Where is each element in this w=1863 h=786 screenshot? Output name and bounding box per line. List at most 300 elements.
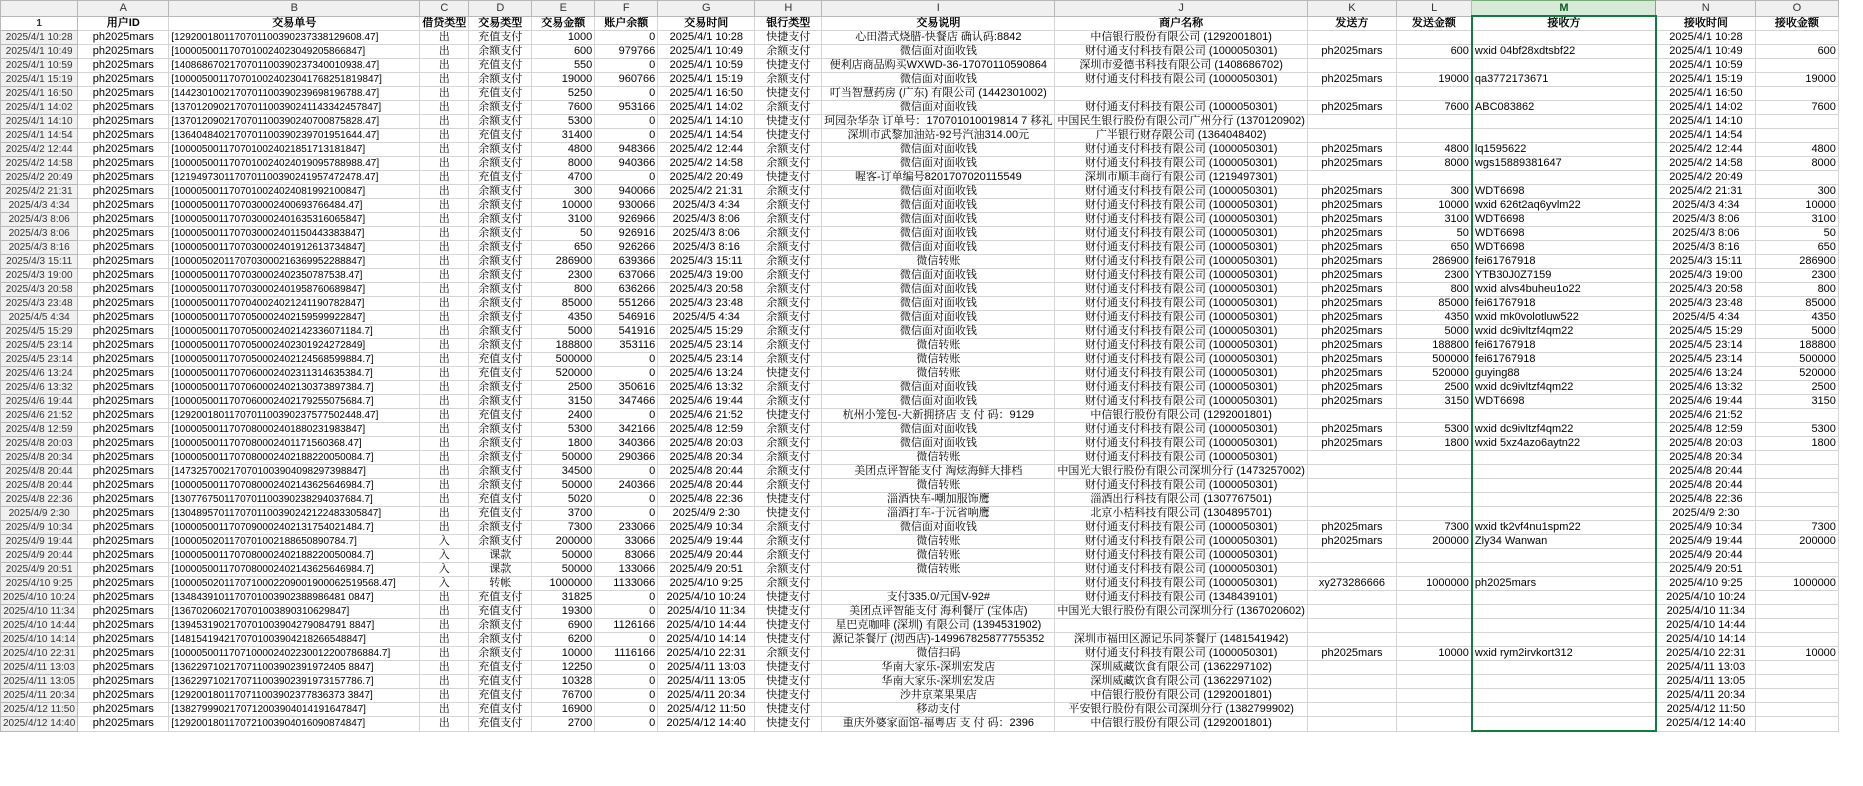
table-row[interactable] bbox=[1, 591, 1839, 605]
cell-I2025/4/1 15:19[interactable]: 微信面对面收钱 bbox=[822, 73, 1055, 87]
cell-N2025/4/8 20:44[interactable]: 2025/4/8 20:44 bbox=[1656, 479, 1756, 493]
cell-B2025/4/11 20:34[interactable]: [1292001801170711003902377836373 3847] bbox=[169, 689, 420, 703]
cell-A2025/4/11 20:34[interactable]: ph2025mars bbox=[78, 689, 169, 703]
cell-F2025/4/6 21:52[interactable]: 0 bbox=[595, 409, 658, 423]
table-row[interactable] bbox=[1, 577, 1839, 591]
cell-G2025/4/2 12:44[interactable]: 2025/4/2 12:44 bbox=[658, 143, 755, 157]
cell-O2025/4/3 8:06[interactable]: 3100 bbox=[1755, 213, 1838, 227]
cell-J2025/4/10 14:44[interactable] bbox=[1055, 619, 1308, 633]
cell-C2025/4/8 20:03[interactable]: 出 bbox=[420, 437, 469, 451]
column-letter-row[interactable] bbox=[1, 1, 1839, 17]
cell-K2025/4/3 19:00[interactable]: ph2025mars bbox=[1307, 269, 1396, 283]
cell-L2025/4/1 10:28[interactable] bbox=[1396, 31, 1472, 45]
cell-J2025/4/5 23:14[interactable]: 财付通支付科技有限公司 (1000050301) bbox=[1055, 353, 1308, 367]
cell-G2025/4/1 10:28[interactable]: 2025/4/1 10:28 bbox=[658, 31, 755, 45]
cell-N2025/4/9 2:30[interactable]: 2025/4/9 2:30 bbox=[1656, 507, 1756, 521]
table-row[interactable] bbox=[1, 297, 1839, 311]
cell-L2025/4/11 13:05[interactable] bbox=[1396, 675, 1472, 689]
cell-M2025/4/2 20:49[interactable] bbox=[1472, 171, 1656, 185]
cell-G2025/4/9 10:34[interactable]: 2025/4/9 10:34 bbox=[658, 521, 755, 535]
cell-N2025/4/3 20:58[interactable]: 2025/4/3 20:58 bbox=[1656, 283, 1756, 297]
cell-K2025/4/8 12:59[interactable]: ph2025mars bbox=[1307, 423, 1396, 437]
cell-H2025/4/8 20:44[interactable]: 余额支付 bbox=[755, 479, 822, 493]
cell-B2025/4/3 19:00[interactable]: [1000050011707030002402350787538.47] bbox=[169, 269, 420, 283]
table-row[interactable] bbox=[1, 717, 1839, 732]
cell-E2025/4/12 14:40[interactable]: 2700 bbox=[532, 717, 595, 732]
cell-H2025/4/3 8:06[interactable]: 余额支付 bbox=[755, 213, 822, 227]
cell-J2025/4/2 21:31[interactable]: 财付通支付科技有限公司 (1000050301) bbox=[1055, 185, 1308, 199]
cell-I2025/4/3 8:16[interactable]: 微信面对面收钱 bbox=[822, 241, 1055, 255]
cell-O2025/4/9 20:51[interactable] bbox=[1755, 563, 1838, 577]
cell-N2025/4/3 8:16[interactable]: 2025/4/3 8:16 bbox=[1656, 241, 1756, 255]
cell-L2025/4/1 16:50[interactable] bbox=[1396, 87, 1472, 101]
cell-K2025/4/2 21:31[interactable]: ph2025mars bbox=[1307, 185, 1396, 199]
cell-L2025/4/8 20:44[interactable] bbox=[1396, 465, 1472, 479]
cell-F2025/4/10 11:34[interactable]: 0 bbox=[595, 605, 658, 619]
cell-E2025/4/8 22:36[interactable]: 5020 bbox=[532, 493, 595, 507]
cell-D2025/4/3 8:06[interactable]: 余额支付 bbox=[469, 213, 532, 227]
cell-J2025/4/8 22:36[interactable]: 淄酒出行科技有限公司 (1307767501) bbox=[1055, 493, 1308, 507]
cell-H2025/4/9 19:44[interactable]: 余额支付 bbox=[755, 535, 822, 549]
cell-E2025/4/3 19:00[interactable]: 2300 bbox=[532, 269, 595, 283]
cell-B2025/4/6 13:24[interactable]: [1000050011707060002402311314635384.7] bbox=[169, 367, 420, 381]
row-header-2025/4/1 10:49[interactable]: 2025/4/1 10:49 bbox=[1, 45, 78, 59]
cell-I2025/4/6 13:32[interactable]: 微信面对面收钱 bbox=[822, 381, 1055, 395]
cell-H2025/4/8 12:59[interactable]: 余额支付 bbox=[755, 423, 822, 437]
cell-J2025/4/5 23:14[interactable]: 财付通支付科技有限公司 (1000050301) bbox=[1055, 339, 1308, 353]
cell-I2025/4/12 14:40[interactable]: 重庆外婆家面馆-福粤店 支 付 码：2396 bbox=[822, 717, 1055, 732]
cell-L2025/4/10 22:31[interactable]: 10000 bbox=[1396, 647, 1472, 661]
cell-A2025/4/3 19:00[interactable]: ph2025mars bbox=[78, 269, 169, 283]
cell-O2025/4/11 13:05[interactable] bbox=[1755, 675, 1838, 689]
cell-I2025/4/2 12:44[interactable]: 微信面对面收钱 bbox=[822, 143, 1055, 157]
column-header-E[interactable]: E bbox=[532, 1, 595, 17]
cell-E2025/4/6 21:52[interactable]: 2400 bbox=[532, 409, 595, 423]
cell-I2025/4/9 20:44[interactable]: 微信转账 bbox=[822, 549, 1055, 563]
cell-K2025/4/10 10:24[interactable] bbox=[1307, 591, 1396, 605]
table-row[interactable] bbox=[1, 465, 1839, 479]
cell-F2025/4/1 14:10[interactable]: 0 bbox=[595, 115, 658, 129]
cell-L2025/4/1 10:49[interactable]: 600 bbox=[1396, 45, 1472, 59]
row-header-2025/4/10 9:25[interactable]: 2025/4/10 9:25 bbox=[1, 577, 78, 591]
cell-A2025/4/12 11:50[interactable]: ph2025mars bbox=[78, 703, 169, 717]
cell-O2025/4/9 10:34[interactable]: 7300 bbox=[1755, 521, 1838, 535]
cell-B2025/4/9 20:44[interactable]: [1000050011707080002402188220050084.7] bbox=[169, 549, 420, 563]
cell-E2025/4/2 21:31[interactable]: 300 bbox=[532, 185, 595, 199]
row-header-2025/4/11 13:05[interactable]: 2025/4/11 13:05 bbox=[1, 675, 78, 689]
cell-H2025/4/8 20:44[interactable]: 余额支付 bbox=[755, 465, 822, 479]
cell-G2025/4/8 20:44[interactable]: 2025/4/8 20:44 bbox=[658, 479, 755, 493]
cell-M2025/4/1 10:49[interactable]: wxid 04bf28xdtsbf22 bbox=[1472, 45, 1656, 59]
cell-G2025/4/3 23:48[interactable]: 2025/4/3 23:48 bbox=[658, 297, 755, 311]
cell-M2025/4/6 21:52[interactable] bbox=[1472, 409, 1656, 423]
cell-I2025/4/3 23:48[interactable]: 微信面对面收钱 bbox=[822, 297, 1055, 311]
cell-F2025/4/6 19:44[interactable]: 347466 bbox=[595, 395, 658, 409]
cell-O2025/4/2 12:44[interactable]: 4800 bbox=[1755, 143, 1838, 157]
cell-B2025/4/6 21:52[interactable]: [1292001801170701100390237577502448.47] bbox=[169, 409, 420, 423]
cell-N2025/4/9 19:44[interactable]: 2025/4/9 19:44 bbox=[1656, 535, 1756, 549]
table-row[interactable] bbox=[1, 367, 1839, 381]
cell-I2025/4/1 14:54[interactable]: 深圳市武黎加油站-92号汽油314.00元 bbox=[822, 129, 1055, 143]
cell-D2025/4/3 4:34[interactable]: 余额支付 bbox=[469, 199, 532, 213]
cell-B2025/4/2 20:49[interactable]: [1219497301170701100390241957472478.47] bbox=[169, 171, 420, 185]
cell-M2025/4/3 8:16[interactable]: WDT6698 bbox=[1472, 241, 1656, 255]
table-row[interactable] bbox=[1, 409, 1839, 423]
column-header-G[interactable]: G bbox=[658, 1, 755, 17]
table-row[interactable] bbox=[1, 73, 1839, 87]
cell-I2025/4/1 10:49[interactable]: 微信面对面收钱 bbox=[822, 45, 1055, 59]
cell-K2025/4/1 14:02[interactable]: ph2025mars bbox=[1307, 101, 1396, 115]
cell-K2025/4/3 8:06[interactable]: ph2025mars bbox=[1307, 213, 1396, 227]
cell-N2025/4/2 21:31[interactable]: 2025/4/2 21:31 bbox=[1656, 185, 1756, 199]
cell-C2025/4/8 22:36[interactable]: 出 bbox=[420, 493, 469, 507]
cell-M2025/4/3 23:48[interactable]: fei61767918 bbox=[1472, 297, 1656, 311]
cell-E2025/4/10 11:34[interactable]: 19300 bbox=[532, 605, 595, 619]
cell-A2025/4/2 21:31[interactable]: ph2025mars bbox=[78, 185, 169, 199]
cell-E2025/4/9 20:44[interactable]: 50000 bbox=[532, 549, 595, 563]
cell-J2025/4/6 19:44[interactable]: 财付通支付科技有限公司 (1000050301) bbox=[1055, 395, 1308, 409]
cell-I2025/4/11 20:34[interactable]: 沙井京菜果果店 bbox=[822, 689, 1055, 703]
cell-J2025/4/10 10:24[interactable]: 财付通支付科技有限公司 (1348439101) bbox=[1055, 591, 1308, 605]
cell-G2025/4/5 23:14[interactable]: 2025/4/5 23:14 bbox=[658, 353, 755, 367]
cell-B2025/4/9 19:44[interactable]: [1000050201170701002188650890784.7] bbox=[169, 535, 420, 549]
cell-M2025/4/3 20:58[interactable]: wxid alvs4buheu1o22 bbox=[1472, 283, 1656, 297]
cell-J2025/4/9 20:44[interactable]: 财付通支付科技有限公司 (1000050301) bbox=[1055, 549, 1308, 563]
cell-F2025/4/12 14:40[interactable]: 0 bbox=[595, 717, 658, 732]
cell-I2025/4/6 13:24[interactable]: 微信转账 bbox=[822, 367, 1055, 381]
cell-H2025/4/3 8:06[interactable]: 余额支付 bbox=[755, 227, 822, 241]
cell-M2025/4/9 20:44[interactable] bbox=[1472, 549, 1656, 563]
column-header-M[interactable]: M bbox=[1472, 1, 1656, 17]
cell-F2025/4/11 13:03[interactable]: 0 bbox=[595, 661, 658, 675]
cell-I2025/4/5 23:14[interactable]: 微信转账 bbox=[822, 353, 1055, 367]
cell-A2025/4/3 20:58[interactable]: ph2025mars bbox=[78, 283, 169, 297]
cell-I2025/4/11 13:03[interactable]: 华南大家乐-深圳宏发店 bbox=[822, 661, 1055, 675]
cell-A2025/4/3 23:48[interactable]: ph2025mars bbox=[78, 297, 169, 311]
cell-B2025/4/9 20:51[interactable]: [1000050011707080002402143625646984.7] bbox=[169, 563, 420, 577]
table-row[interactable] bbox=[1, 493, 1839, 507]
cell-L2025/4/2 12:44[interactable]: 4800 bbox=[1396, 143, 1472, 157]
cell-A2025/4/10 10:24[interactable]: ph2025mars bbox=[78, 591, 169, 605]
cell-L2025/4/10 10:24[interactable] bbox=[1396, 591, 1472, 605]
cell-B2025/4/8 20:34[interactable]: [1000050011707080002402188220050084.7] bbox=[169, 451, 420, 465]
cell-D2025/4/1 14:02[interactable]: 余额支付 bbox=[469, 101, 532, 115]
table-row[interactable] bbox=[1, 241, 1839, 255]
table-row[interactable] bbox=[1, 87, 1839, 101]
cell-D2025/4/9 19:44[interactable]: 余额支付 bbox=[469, 535, 532, 549]
cell-B2025/4/8 20:44[interactable]: [1000050011707080002402143625646984.7] bbox=[169, 479, 420, 493]
cell-J2025/4/1 15:19[interactable]: 财付通支付科技有限公司 (1000050301) bbox=[1055, 73, 1308, 87]
column-header-D[interactable]: D bbox=[469, 1, 532, 17]
cell-L2025/4/8 20:44[interactable] bbox=[1396, 479, 1472, 493]
cell-G2025/4/11 13:05[interactable]: 2025/4/11 13:05 bbox=[658, 675, 755, 689]
table-row[interactable] bbox=[1, 605, 1839, 619]
table-row[interactable] bbox=[1, 199, 1839, 213]
cell-K2025/4/3 8:06[interactable]: ph2025mars bbox=[1307, 227, 1396, 241]
table-row[interactable] bbox=[1, 157, 1839, 171]
row-header-2025/4/9 10:34[interactable]: 2025/4/9 10:34 bbox=[1, 521, 78, 535]
cell-D2025/4/11 13:03[interactable]: 充值支付 bbox=[469, 661, 532, 675]
cell-I2025/4/12 11:50[interactable]: 移动支付 bbox=[822, 703, 1055, 717]
cell-C2025/4/10 14:14[interactable]: 出 bbox=[420, 633, 469, 647]
cell-D2025/4/10 14:14[interactable]: 余额支付 bbox=[469, 633, 532, 647]
cell-M2025/4/6 19:44[interactable]: WDT6698 bbox=[1472, 395, 1656, 409]
cell-N2025/4/9 20:44[interactable]: 2025/4/9 20:44 bbox=[1656, 549, 1756, 563]
cell-F2025/4/10 22:31[interactable]: 1116166 bbox=[595, 647, 658, 661]
cell-C2025/4/10 11:34[interactable]: 出 bbox=[420, 605, 469, 619]
cell-M2025/4/8 20:44[interactable] bbox=[1472, 479, 1656, 493]
cell-G2025/4/3 15:11[interactable]: 2025/4/3 15:11 bbox=[658, 255, 755, 269]
row-header-2025/4/9 20:44[interactable]: 2025/4/9 20:44 bbox=[1, 549, 78, 563]
cell-D2025/4/1 16:50[interactable]: 充值支付 bbox=[469, 87, 532, 101]
cell-M2025/4/8 20:44[interactable] bbox=[1472, 465, 1656, 479]
cell-L2025/4/9 19:44[interactable]: 200000 bbox=[1396, 535, 1472, 549]
cell-E2025/4/3 8:06[interactable]: 50 bbox=[532, 227, 595, 241]
cell-J2025/4/3 15:11[interactable]: 财付通支付科技有限公司 (1000050301) bbox=[1055, 255, 1308, 269]
cell-D2025/4/10 14:44[interactable]: 余额支付 bbox=[469, 619, 532, 633]
cell-D2025/4/10 11:34[interactable]: 充值支付 bbox=[469, 605, 532, 619]
cell-C2025/4/11 13:03[interactable]: 出 bbox=[420, 661, 469, 675]
cell-O2025/4/1 10:49[interactable]: 600 bbox=[1755, 45, 1838, 59]
cell-D2025/4/11 13:05[interactable]: 充值支付 bbox=[469, 675, 532, 689]
cell-B2025/4/6 19:44[interactable]: [1000050011707060002402179255075684.7] bbox=[169, 395, 420, 409]
cell-O2025/4/8 20:03[interactable]: 1800 bbox=[1755, 437, 1838, 451]
row-header-2025/4/6 13:24[interactable]: 2025/4/6 13:24 bbox=[1, 367, 78, 381]
cell-A2025/4/1 10:59[interactable]: ph2025mars bbox=[78, 59, 169, 73]
cell-G2025/4/1 14:54[interactable]: 2025/4/1 14:54 bbox=[658, 129, 755, 143]
cell-D2025/4/1 10:49[interactable]: 余额支付 bbox=[469, 45, 532, 59]
cell-N2025/4/3 23:48[interactable]: 2025/4/3 23:48 bbox=[1656, 297, 1756, 311]
cell-E2025/4/8 20:34[interactable]: 50000 bbox=[532, 451, 595, 465]
cell-D2025/4/6 13:24[interactable]: 充值支付 bbox=[469, 367, 532, 381]
cell-H2025/4/2 21:31[interactable]: 余额支付 bbox=[755, 185, 822, 199]
cell-C2025/4/2 14:58[interactable]: 出 bbox=[420, 157, 469, 171]
cell-M2025/4/1 10:59[interactable] bbox=[1472, 59, 1656, 73]
cell-K2025/4/5 23:14[interactable]: ph2025mars bbox=[1307, 339, 1396, 353]
cell-D2025/4/12 11:50[interactable]: 充值支付 bbox=[469, 703, 532, 717]
cell-J2025/4/2 12:44[interactable]: 财付通支付科技有限公司 (1000050301) bbox=[1055, 143, 1308, 157]
cell-M2025/4/1 15:19[interactable]: qa3772173671 bbox=[1472, 73, 1656, 87]
cell-E2025/4/11 13:05[interactable]: 10328 bbox=[532, 675, 595, 689]
cell-M2025/4/1 14:54[interactable] bbox=[1472, 129, 1656, 143]
cell-K2025/4/1 10:59[interactable] bbox=[1307, 59, 1396, 73]
cell-E2025/4/10 22:31[interactable]: 10000 bbox=[532, 647, 595, 661]
cell-B2025/4/10 14:44[interactable]: [1394531902170701003904279084791 8847] bbox=[169, 619, 420, 633]
cell-L2025/4/3 15:11[interactable]: 286900 bbox=[1396, 255, 1472, 269]
cell-G2025/4/10 14:14[interactable]: 2025/4/10 14:14 bbox=[658, 633, 755, 647]
cell-N2025/4/10 10:24[interactable]: 2025/4/10 10:24 bbox=[1656, 591, 1756, 605]
cell-C2025/4/10 9:25[interactable]: 入 bbox=[420, 577, 469, 591]
cell-H2025/4/1 14:02[interactable]: 余额支付 bbox=[755, 101, 822, 115]
cell-C2025/4/10 14:44[interactable]: 出 bbox=[420, 619, 469, 633]
cell-F2025/4/3 23:48[interactable]: 551266 bbox=[595, 297, 658, 311]
row-header-2025/4/2 20:49[interactable]: 2025/4/2 20:49 bbox=[1, 171, 78, 185]
cell-O2025/4/5 23:14[interactable]: 188800 bbox=[1755, 339, 1838, 353]
cell-D2025/4/1 14:10[interactable]: 余额支付 bbox=[469, 115, 532, 129]
table-row[interactable] bbox=[1, 325, 1839, 339]
cell-N2025/4/6 19:44[interactable]: 2025/4/6 19:44 bbox=[1656, 395, 1756, 409]
cell-G2025/4/12 11:50[interactable]: 2025/4/12 11:50 bbox=[658, 703, 755, 717]
cell-H2025/4/10 14:44[interactable]: 快捷支付 bbox=[755, 619, 822, 633]
cell-H2025/4/1 10:28[interactable]: 快捷支付 bbox=[755, 31, 822, 45]
cell-F2025/4/8 12:59[interactable]: 342166 bbox=[595, 423, 658, 437]
cell-D2025/4/8 20:44[interactable]: 余额支付 bbox=[469, 479, 532, 493]
cell-F2025/4/8 20:03[interactable]: 340366 bbox=[595, 437, 658, 451]
cell-A2025/4/6 21:52[interactable]: ph2025mars bbox=[78, 409, 169, 423]
column-header-A[interactable]: A bbox=[78, 1, 169, 17]
cell-D2025/4/9 10:34[interactable]: 余额支付 bbox=[469, 521, 532, 535]
cell-G2025/4/2 14:58[interactable]: 2025/4/2 14:58 bbox=[658, 157, 755, 171]
cell-A2025/4/5 23:14[interactable]: ph2025mars bbox=[78, 353, 169, 367]
cell-C2025/4/1 16:50[interactable]: 出 bbox=[420, 87, 469, 101]
cell-C2025/4/3 20:58[interactable]: 出 bbox=[420, 283, 469, 297]
cell-F2025/4/6 13:24[interactable]: 0 bbox=[595, 367, 658, 381]
cell-E2025/4/10 9:25[interactable]: 1000000 bbox=[532, 577, 595, 591]
cell-B2025/4/5 15:29[interactable]: [1000050011707050002402142336071184.7] bbox=[169, 325, 420, 339]
cell-A2025/4/9 19:44[interactable]: ph2025mars bbox=[78, 535, 169, 549]
cell-B2025/4/10 9:25[interactable]: [1000050201170710002209001900062519568.47] bbox=[169, 577, 420, 591]
cell-O2025/4/8 22:36[interactable] bbox=[1755, 493, 1838, 507]
cell-K2025/4/12 14:40[interactable] bbox=[1307, 717, 1396, 732]
cell-K2025/4/3 23:48[interactable]: ph2025mars bbox=[1307, 297, 1396, 311]
cell-H2025/4/8 22:36[interactable]: 快捷支付 bbox=[755, 493, 822, 507]
cell-B2025/4/3 8:06[interactable]: [1000050011707030002401150443383847] bbox=[169, 227, 420, 241]
cell-A2025/4/1 10:49[interactable]: ph2025mars bbox=[78, 45, 169, 59]
cell-L2025/4/3 8:16[interactable]: 650 bbox=[1396, 241, 1472, 255]
row-header-2025/4/1 15:19[interactable]: 2025/4/1 15:19 bbox=[1, 73, 78, 87]
cell-A2025/4/8 12:59[interactable]: ph2025mars bbox=[78, 423, 169, 437]
cell-D2025/4/8 20:34[interactable]: 余额支付 bbox=[469, 451, 532, 465]
row-header-2025/4/10 11:34[interactable]: 2025/4/10 11:34 bbox=[1, 605, 78, 619]
cell-E2025/4/1 10:49[interactable]: 600 bbox=[532, 45, 595, 59]
cell-M2025/4/8 20:34[interactable] bbox=[1472, 451, 1656, 465]
cell-B2025/4/1 16:50[interactable]: [1442301002170701100390239698196788.47] bbox=[169, 87, 420, 101]
table-row[interactable] bbox=[1, 283, 1839, 297]
cell-A2025/4/9 2:30[interactable]: ph2025mars bbox=[78, 507, 169, 521]
cell-I2025/4/8 20:34[interactable]: 微信转账 bbox=[822, 451, 1055, 465]
cell-L2025/4/6 13:24[interactable]: 520000 bbox=[1396, 367, 1472, 381]
cell-G2025/4/10 22:31[interactable]: 2025/4/10 22:31 bbox=[658, 647, 755, 661]
cell-J2025/4/3 19:00[interactable]: 财付通支付科技有限公司 (1000050301) bbox=[1055, 269, 1308, 283]
cell-D2025/4/1 15:19[interactable]: 余额支付 bbox=[469, 73, 532, 87]
cell-D2025/4/6 13:32[interactable]: 余额支付 bbox=[469, 381, 532, 395]
cell-J2025/4/1 14:54[interactable]: 广半银行财存限公司 (1364048402) bbox=[1055, 129, 1308, 143]
cell-G2025/4/8 20:03[interactable]: 2025/4/8 20:03 bbox=[658, 437, 755, 451]
cell-H2025/4/3 20:58[interactable]: 余额支付 bbox=[755, 283, 822, 297]
cell-D2025/4/3 8:06[interactable]: 余额支付 bbox=[469, 227, 532, 241]
cell-C2025/4/2 12:44[interactable]: 出 bbox=[420, 143, 469, 157]
cell-O2025/4/3 23:48[interactable]: 85000 bbox=[1755, 297, 1838, 311]
cell-E2025/4/11 13:03[interactable]: 12250 bbox=[532, 661, 595, 675]
cell-E2025/4/3 15:11[interactable]: 286900 bbox=[532, 255, 595, 269]
cell-L2025/4/9 20:44[interactable] bbox=[1396, 549, 1472, 563]
cell-D2025/4/6 19:44[interactable]: 余额支付 bbox=[469, 395, 532, 409]
cell-M2025/4/11 13:03[interactable] bbox=[1472, 661, 1656, 675]
cell-O2025/4/1 15:19[interactable]: 19000 bbox=[1755, 73, 1838, 87]
cell-C2025/4/9 19:44[interactable]: 入 bbox=[420, 535, 469, 549]
cell-F2025/4/1 16:50[interactable]: 0 bbox=[595, 87, 658, 101]
cell-A2025/4/8 20:03[interactable]: ph2025mars bbox=[78, 437, 169, 451]
cell-M2025/4/9 10:34[interactable]: wxid tk2vf4nu1spm22 bbox=[1472, 521, 1656, 535]
cell-N2025/4/1 10:28[interactable]: 2025/4/1 10:28 bbox=[1656, 31, 1756, 45]
cell-G2025/4/5 15:29[interactable]: 2025/4/5 15:29 bbox=[658, 325, 755, 339]
cell-D2025/4/1 10:59[interactable]: 充值支付 bbox=[469, 59, 532, 73]
cell-H2025/4/9 20:51[interactable]: 余额支付 bbox=[755, 563, 822, 577]
table-row[interactable] bbox=[1, 31, 1839, 45]
cell-C2025/4/3 19:00[interactable]: 出 bbox=[420, 269, 469, 283]
cell-K2025/4/6 21:52[interactable] bbox=[1307, 409, 1396, 423]
cell-J2025/4/9 2:30[interactable]: 北京小桔科技有限公司 (1304895701) bbox=[1055, 507, 1308, 521]
row-header-2025/4/12 11:50[interactable]: 2025/4/12 11:50 bbox=[1, 703, 78, 717]
cell-M2025/4/2 14:58[interactable]: wgs15889381647 bbox=[1472, 157, 1656, 171]
cell-O2025/4/8 20:44[interactable] bbox=[1755, 479, 1838, 493]
cell-A2025/4/8 20:34[interactable]: ph2025mars bbox=[78, 451, 169, 465]
cell-D2025/4/8 20:44[interactable]: 余额支付 bbox=[469, 465, 532, 479]
cell-A2025/4/1 15:19[interactable]: ph2025mars bbox=[78, 73, 169, 87]
cell-G2025/4/5 23:14[interactable]: 2025/4/5 23:14 bbox=[658, 339, 755, 353]
cell-K2025/4/1 16:50[interactable] bbox=[1307, 87, 1396, 101]
cell-H2025/4/10 22:31[interactable]: 余额支付 bbox=[755, 647, 822, 661]
cell-F2025/4/1 14:02[interactable]: 953166 bbox=[595, 101, 658, 115]
cell-N2025/4/3 19:00[interactable]: 2025/4/3 19:00 bbox=[1656, 269, 1756, 283]
cell-F2025/4/9 20:44[interactable]: 83066 bbox=[595, 549, 658, 563]
cell-H2025/4/10 9:25[interactable]: 余额支付 bbox=[755, 577, 822, 591]
cell-G2025/4/3 8:06[interactable]: 2025/4/3 8:06 bbox=[658, 227, 755, 241]
cell-O2025/4/5 23:14[interactable]: 500000 bbox=[1755, 353, 1838, 367]
row-header-2025/4/5 4:34[interactable]: 2025/4/5 4:34 bbox=[1, 311, 78, 325]
cell-C2025/4/5 15:29[interactable]: 出 bbox=[420, 325, 469, 339]
cell-O2025/4/10 10:24[interactable] bbox=[1755, 591, 1838, 605]
cell-M2025/4/5 23:14[interactable]: fei61767918 bbox=[1472, 353, 1656, 367]
cell-I2025/4/1 16:50[interactable]: 叮当智慧药房 (广东) 有限公司 (1442301002) bbox=[822, 87, 1055, 101]
table-row[interactable] bbox=[1, 115, 1839, 129]
cell-G2025/4/1 10:49[interactable]: 2025/4/1 10:49 bbox=[658, 45, 755, 59]
cell-D2025/4/3 8:16[interactable]: 余额支付 bbox=[469, 241, 532, 255]
cell-N2025/4/11 20:34[interactable]: 2025/4/11 20:34 bbox=[1656, 689, 1756, 703]
cell-J2025/4/6 13:24[interactable]: 财付通支付科技有限公司 (1000050301) bbox=[1055, 367, 1308, 381]
cell-K2025/4/11 20:34[interactable] bbox=[1307, 689, 1396, 703]
cell-K2025/4/10 9:25[interactable]: xy273286666 bbox=[1307, 577, 1396, 591]
cell-H2025/4/6 19:44[interactable]: 余额支付 bbox=[755, 395, 822, 409]
table-row[interactable] bbox=[1, 633, 1839, 647]
cell-M2025/4/6 13:24[interactable]: guying88 bbox=[1472, 367, 1656, 381]
cell-C2025/4/3 4:34[interactable]: 出 bbox=[420, 199, 469, 213]
table-row[interactable] bbox=[1, 703, 1839, 717]
cell-F2025/4/1 10:28[interactable]: 0 bbox=[595, 31, 658, 45]
cell-J2025/4/12 14:40[interactable]: 中信银行股份有限公司 (1292001801) bbox=[1055, 717, 1308, 732]
table-row[interactable] bbox=[1, 311, 1839, 325]
cell-C2025/4/3 8:06[interactable]: 出 bbox=[420, 227, 469, 241]
table-row[interactable] bbox=[1, 675, 1839, 689]
cell-L2025/4/5 15:29[interactable]: 5000 bbox=[1396, 325, 1472, 339]
cell-D2025/4/8 22:36[interactable]: 充值支付 bbox=[469, 493, 532, 507]
cell-O2025/4/2 21:31[interactable]: 300 bbox=[1755, 185, 1838, 199]
cell-K2025/4/2 20:49[interactable] bbox=[1307, 171, 1396, 185]
cell-E2025/4/8 20:03[interactable]: 1800 bbox=[532, 437, 595, 451]
cell-K2025/4/9 10:34[interactable]: ph2025mars bbox=[1307, 521, 1396, 535]
row-header-2025/4/2 12:44[interactable]: 2025/4/2 12:44 bbox=[1, 143, 78, 157]
cell-M2025/4/5 15:29[interactable]: wxid dc9ivltzf4qm22 bbox=[1472, 325, 1656, 339]
cell-C2025/4/11 20:34[interactable]: 出 bbox=[420, 689, 469, 703]
cell-I2025/4/9 10:34[interactable]: 微信面对面收钱 bbox=[822, 521, 1055, 535]
cell-A2025/4/1 14:10[interactable]: ph2025mars bbox=[78, 115, 169, 129]
cell-I2025/4/10 11:34[interactable]: 美团点评智能支付 海利餐厅 (宝体店) bbox=[822, 605, 1055, 619]
cell-F2025/4/8 22:36[interactable]: 0 bbox=[595, 493, 658, 507]
table-row[interactable] bbox=[1, 381, 1839, 395]
cell-H2025/4/1 14:10[interactable]: 快捷支付 bbox=[755, 115, 822, 129]
cell-B2025/4/3 20:58[interactable]: [1000050011707030002401958760689847] bbox=[169, 283, 420, 297]
cell-H2025/4/10 14:14[interactable]: 快捷支付 bbox=[755, 633, 822, 647]
